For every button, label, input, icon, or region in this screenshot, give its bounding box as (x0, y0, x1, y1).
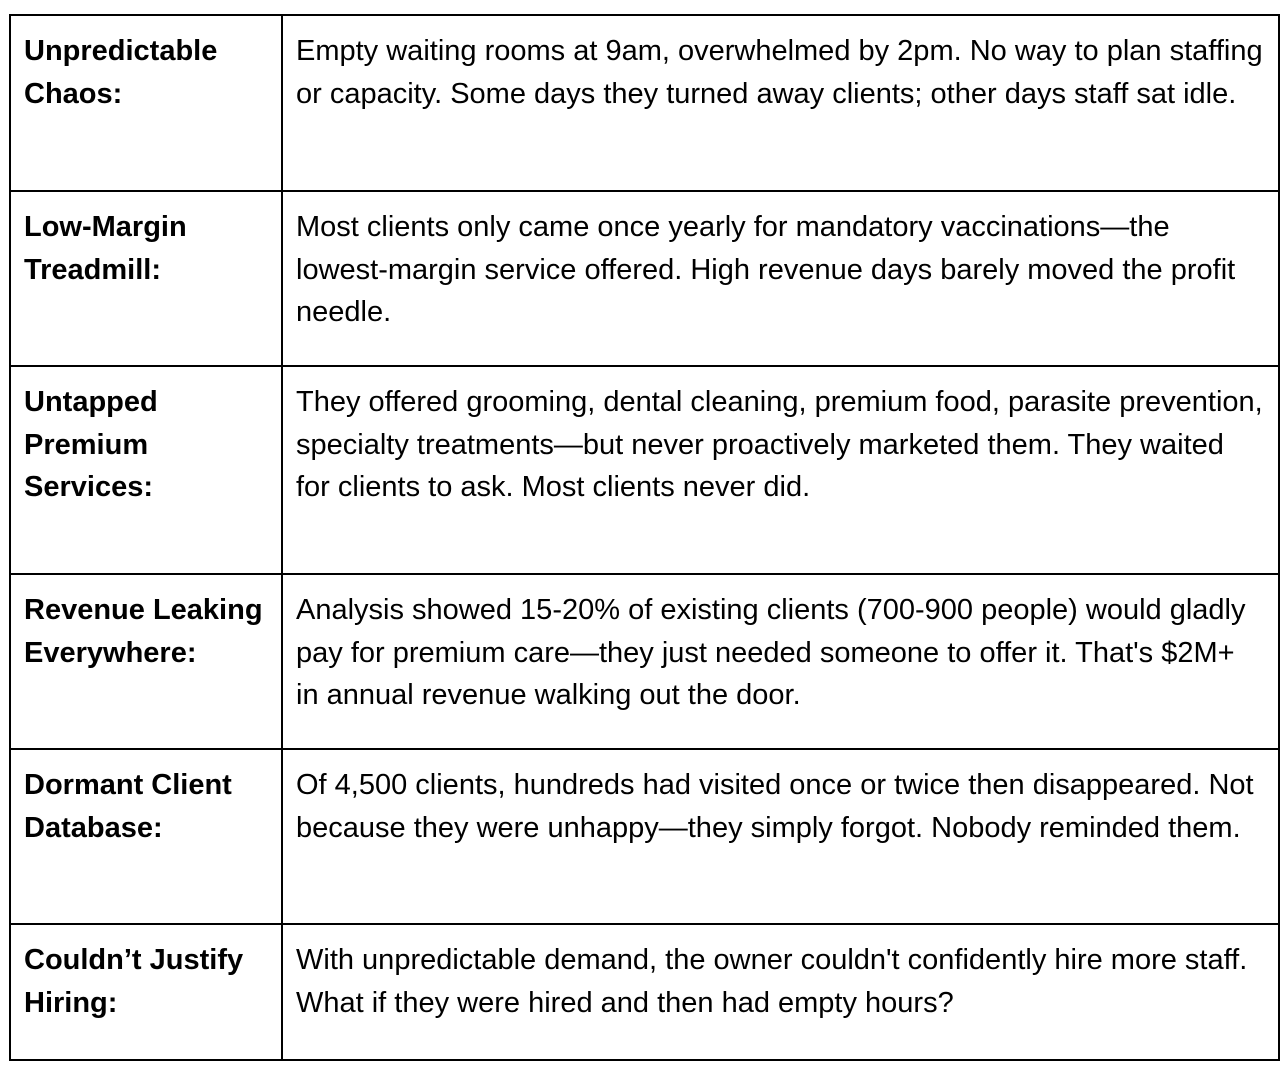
table-row (10, 749, 1279, 924)
row-description: Most clients only came once yearly for mandatory vaccinations—the lowest-margin service offered. High revenue days barely moved the profit needle. (282, 191, 1279, 366)
row-label: Untapped Premium Services: (10, 366, 282, 574)
row-description: They offered grooming, dental cleaning, premium food, parasite prevention, specialty treatments—but never proactively marketed them. They waited for clients to ask. Most clients never did. (282, 366, 1279, 574)
table-row (10, 191, 1279, 366)
row-description: Of 4,500 clients, hundreds had visited once or twice then disappeared. Not because they were unhappy—they simply forgot. Nobody reminded them. (282, 749, 1279, 924)
row-description: Empty waiting rooms at 9am, overwhelmed by 2pm. No way to plan staffing or capacity. Some days they turned away clients; other days staff sat idle. (282, 15, 1279, 191)
row-description: With unpredictable demand, the owner couldn't confidently hire more staff. What if they were hired and then had empty hours? (282, 924, 1279, 1060)
challenges-table (9, 14, 1280, 1061)
row-label: Revenue Leaking Everywhere: (10, 574, 282, 749)
table-row (10, 15, 1279, 191)
row-label: Unpredictable Chaos: (10, 15, 282, 191)
table-row (10, 574, 1279, 749)
row-description: Analysis showed 15-20% of existing clients (700-900 people) would gladly pay for premium care—they just needed someone to offer it. That's $2M+ in annual revenue walking out the door. (282, 574, 1279, 749)
row-label: Couldn’t Justify Hiring: (10, 924, 282, 1060)
row-label: Low-Margin Treadmill: (10, 191, 282, 366)
row-label: Dormant Client Database: (10, 749, 282, 924)
table-row (10, 924, 1279, 1060)
table-row (10, 366, 1279, 574)
